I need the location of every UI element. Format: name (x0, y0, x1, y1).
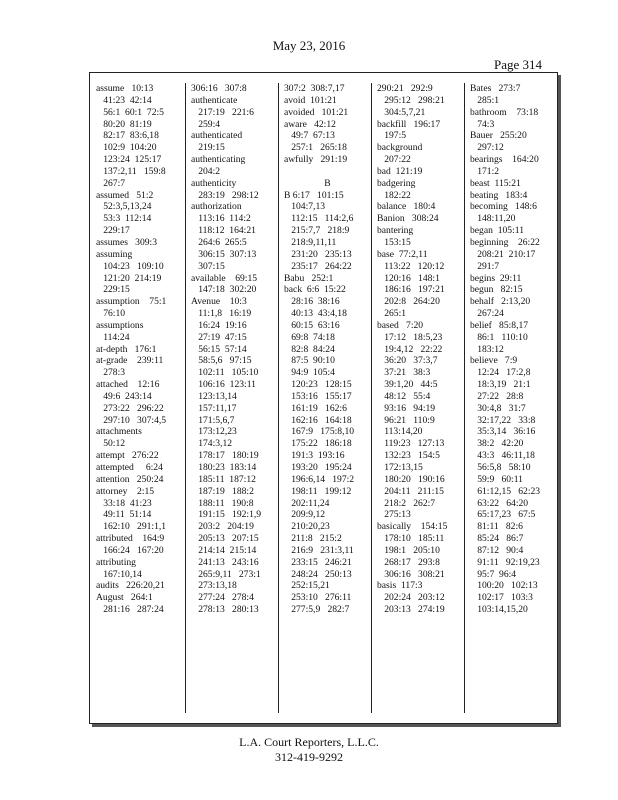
index-entry-line: 198:1 205:10 (377, 544, 440, 556)
index-entry-line: 178:17 180:19 (191, 450, 259, 462)
index-entry-line: 172:13,15 (377, 462, 423, 473)
index-entry-line: begins 29:11 (470, 272, 522, 284)
index-entry-line (284, 166, 371, 178)
index-entry-line: 49:6 243:14 (96, 390, 152, 402)
index-entry-line: 203:13 274:19 (377, 604, 445, 616)
index-entry-line: 290:21 292:9 (377, 83, 433, 94)
index-entry-line: 306:16 308:21 (377, 568, 445, 580)
index-entry-line: 49:7 67:13 (284, 130, 335, 142)
index-entry-line: 103:14,15,20 (470, 604, 528, 616)
index-entry-line: 63:22 64:20 (470, 497, 529, 509)
index-entry-line: assuming (96, 248, 133, 260)
index-entry-line: 16:24 19:16 (191, 319, 247, 331)
index-entry-line: attempt 276:22 (96, 450, 159, 462)
index-entry-line: 19:4,12 22:22 (377, 343, 443, 355)
index-entry-line: avoid 101:21 (284, 94, 337, 106)
index-entry-line: 264:6 265:5 (191, 236, 247, 248)
index-entry-line: 12:24 17:2,8 (470, 367, 531, 379)
index-entry-line: 52:3,5,13,24 (96, 201, 152, 213)
index-entry-line: 175:22 186:18 (284, 438, 352, 450)
index-entry-line: 307:15 (191, 260, 225, 272)
index-entry-line: 281:16 287:24 (96, 604, 164, 616)
index-entry-line: 74:3 (470, 118, 495, 130)
index-entry-line: 33:18 41:23 (96, 497, 152, 509)
index-entry-line: 17:12 18:5,23 (377, 331, 443, 343)
index-entry-line: 28:16 38:16 (284, 296, 340, 308)
index-entry-line: 153:16 155:17 (284, 390, 352, 402)
index-column-3 (278, 83, 371, 713)
index-entry-line: 40:13 43:4,18 (284, 308, 347, 320)
index-entry-line: 60:15 63:16 (284, 319, 340, 331)
index-entry-line: 58:5,6 97:15 (191, 355, 252, 367)
index-entry-line: authenticating (191, 154, 246, 166)
index-entry-line: basis 117:3 (377, 580, 423, 592)
index-entry-line: 265:9,11 273:1 (191, 568, 261, 580)
index-entry-line: assumptions (96, 319, 144, 331)
index-entry-line: 207:22 (377, 154, 411, 166)
index-entry-line: 27:19 47:15 (191, 331, 247, 343)
index-entry-line: 198:11 199:12 (284, 485, 352, 497)
index-entry-line: available 69:15 (191, 272, 258, 284)
index-entry-line: Bates 273:7 (470, 83, 521, 94)
index-entry-line: 267:24 (470, 308, 504, 320)
index-entry-line: 27:22 28:8 (470, 390, 524, 402)
index-entry-line: 56:5,8 58:10 (470, 462, 531, 473)
index-entry-line: 171:2 (470, 165, 500, 177)
index-entry-line: 162:16 164:18 (284, 414, 352, 426)
index-entry-line: 273:13,18 (191, 580, 237, 592)
page-date: May 23, 2016 (272, 38, 346, 53)
index-entry-line: authenticity (191, 177, 237, 189)
index-entry-line: 268:17 293:8 (377, 556, 440, 568)
index-entry-line: 178:10 185:11 (377, 533, 445, 545)
index-entry-line: becoming 148:6 (470, 201, 537, 213)
index-entry-line: 113:14,20 (377, 426, 423, 438)
index-column-5 (464, 83, 557, 713)
index-entry-line: audits 226:20,21 (96, 580, 165, 592)
index-entry-line: 30:4,8 31:7 (470, 402, 526, 414)
index-entry-line: 211:8 215:2 (284, 533, 342, 545)
index-entry-line: 157:11,17 (191, 402, 237, 414)
index-entry-line: 11:1,8 16:19 (191, 308, 252, 320)
index-entry-line: awfully 291:19 (284, 154, 348, 166)
index-entry-line: 191:3 193:16 (284, 450, 345, 462)
index-entry-line: 61:12,15 62:23 (470, 485, 541, 497)
index-entry-line: 306:16 307:8 (191, 83, 247, 94)
index-entry-line: 50:12 (96, 438, 126, 450)
index-entry-line: 56:15 57:14 (191, 343, 247, 355)
index-entry-line: 174:3,12 (191, 438, 233, 450)
index-entry-line: background (377, 142, 423, 154)
index-entry-line: 216:9 231:3,11 (284, 544, 354, 556)
index-entry-line: believe 7:9 (470, 355, 518, 367)
index-entry-line: 85:24 86:7 (470, 533, 524, 545)
index-entry-line: 137:2,11 159:8 (96, 165, 166, 177)
index-entry-line: 96:21 110:9 (377, 414, 435, 426)
index-entry-line: 81:11 82:6 (470, 521, 523, 533)
reporter-name: L.A. Court Reporters, L.L.C. (239, 735, 379, 749)
index-entry-line: 297:12 (470, 142, 504, 154)
index-entry-line: 38:2 42:20 (470, 438, 524, 450)
index-entry-line: 82:8 84:24 (284, 343, 335, 355)
index-entry-line: 171:5,6,7 (191, 414, 235, 426)
index-entry-line: 202:8 264:20 (377, 296, 440, 308)
index-entry-line: beginning 26:22 (470, 236, 540, 248)
index-entry-line: 48:12 55:4 (377, 390, 431, 402)
index-entry-line: 235:17 264:22 (284, 260, 352, 272)
index-entry-line: 167:10,14 (96, 568, 142, 580)
index-entry-line: bantering (377, 225, 414, 237)
index-entry-line: 277:5,9 282:7 (284, 604, 350, 616)
index-entry-line: 217:19 221:6 (191, 106, 254, 118)
index-entry-line: 193:20 195:24 (284, 462, 352, 473)
index-entry-line: 91:11 92:19,23 (470, 556, 540, 568)
index-entry-line: 49:11 51:14 (96, 509, 152, 521)
index-entry-line: 180:23 183:14 (191, 462, 257, 473)
index-entry-line: 203:2 204:19 (191, 521, 254, 533)
index-entry-line: 241:13 243:16 (191, 556, 259, 568)
index-entry-line: 106:16 123:11 (191, 379, 256, 391)
index-entry-line: attention 250:24 (96, 473, 164, 485)
page-number: Page 314 (494, 57, 543, 72)
index-entry-line: Babu 252:1 (284, 272, 334, 284)
index-entry-line: 69:8 74:18 (284, 331, 335, 343)
index-entry-line: 37:21 38:3 (377, 367, 431, 379)
index-entry-line: 41:23 42:14 (96, 94, 152, 106)
index-entry-line: assumption 75:1 (96, 296, 167, 308)
index-entry-line: 229:17 (96, 225, 130, 237)
index-entry-line: 229:15 (96, 284, 130, 296)
index-entry-line: 273:22 296:22 (96, 402, 164, 414)
index-entry-line: begun 82:15 (470, 284, 523, 296)
index-entry-line: 218:2 262:7 (377, 497, 436, 509)
index-entry-line: 275:13 (377, 509, 411, 521)
index-entry-line: 204:2 (191, 165, 221, 177)
index-entry-line: basically 154:15 (377, 521, 448, 533)
index-entry-line: 148:11,20 (470, 213, 516, 225)
index-entry-line: balance 180:4 (377, 201, 436, 213)
index-entry-line: 191:15 192:1,9 (191, 509, 262, 521)
index-entry-line: behalf 2:13,20 (470, 296, 531, 308)
index-entry-line: 304:5,7,21 (377, 106, 426, 118)
index-entry-line: 76:10 (96, 308, 126, 320)
index-entry-line: 167:9 175:8,10 (284, 426, 355, 438)
index-entry-line: 219:15 (191, 142, 225, 154)
index-entry-line: avoided 101:21 (284, 106, 349, 118)
index-entry-line: 59:9 60:11 (470, 473, 523, 485)
index-entry-line: attributing (96, 556, 136, 568)
index-entry-line: 259:4 (191, 118, 221, 130)
index-entry-line: B 6:17 101:15 (284, 189, 344, 201)
index-entry-line: attachments (96, 426, 142, 438)
index-entry-line: attributed 164:9 (96, 533, 165, 545)
index-entry-line: 95:7 96:4 (470, 568, 517, 580)
index-entry-line: 120:23 128:15 (284, 379, 352, 391)
index-entry-line: beating 183:4 (470, 189, 528, 201)
index-entry-line: 93:16 94:19 (377, 402, 436, 414)
index-entry-line: 104:23 109:10 (96, 260, 164, 272)
index-entry-line: 295:12 298:21 (377, 94, 445, 106)
index-entry-line: 120:16 148:1 (377, 272, 440, 284)
index-entry-line: 173:12,23 (191, 426, 237, 438)
index-entry-line: at-depth 176:1 (96, 343, 157, 355)
index-entry-line: 100:20 102:13 (470, 580, 538, 592)
index-entry-line: 253:10 276:11 (284, 592, 352, 604)
index-entry-line: 265:1 (377, 308, 407, 320)
section-letter-heading: B (324, 177, 331, 189)
index-entry-line: 53:3 112:14 (96, 213, 152, 225)
index-entry-line: 218:9,11,11 (284, 236, 337, 248)
index-entry-line: attached 12:16 (96, 379, 160, 391)
index-entry-line: 87:12 90:4 (470, 544, 524, 556)
index-entry-line: bathroom 73:18 (470, 106, 539, 118)
index-entry-line: authorization (191, 201, 242, 213)
index-entry-line: 205:13 207:15 (191, 533, 259, 545)
index-entry-line: 297:10 307:4,5 (96, 414, 167, 426)
index-entry-line: aware 42:12 (284, 118, 336, 130)
index-entry-line: 197:5 (377, 130, 407, 142)
index-entry-line: 119:23 127:13 (377, 438, 445, 450)
index-entry-line: base 77:2,11 (377, 248, 428, 260)
index-column-4 (371, 83, 464, 713)
index-entry-line: 65:17,23 67:5 (470, 509, 536, 521)
index-entry-line: 278:13 280:13 (191, 604, 259, 616)
index-entry-line: 113:22 120:12 (377, 260, 445, 272)
index-entry-line: authenticate (191, 94, 238, 106)
index-entry-line: 80:20 81:19 (96, 118, 152, 130)
index-entry-line: beast 115:21 (470, 177, 521, 189)
index-entry-line: 32:17,22 33:8 (470, 414, 536, 426)
index-entry-line: 102:11 105:10 (191, 367, 259, 379)
index-entry-line: 94:9 105:4 (284, 367, 335, 379)
index-entry-line: 183:12 (470, 343, 504, 355)
index-entry-line: 248:24 250:13 (284, 568, 352, 580)
index-entry-line: began 105:11 (470, 225, 524, 237)
index-entry-line: attorney 2:15 (96, 485, 155, 497)
index-entry-line: based 7:20 (377, 319, 424, 331)
index-entry-line: 166:24 167:20 (96, 544, 164, 556)
index-entry-line: 180:20 190:16 (377, 473, 445, 485)
index-entry-line: authenticated (191, 130, 243, 142)
index-entry-line: bad 121:19 (377, 165, 423, 177)
index-entry-line: 283:19 298:12 (191, 189, 259, 201)
index-entry-line: 231:20 235:13 (284, 248, 352, 260)
index-entry-line: 214:14 215:14 (191, 544, 257, 556)
index-entry-line: 153:15 (377, 236, 411, 248)
index-entry-line: 123:24 125:17 (96, 154, 162, 166)
index-entry-line: 208:21 210:17 (470, 248, 536, 260)
index-entry-line: 123:13,14 (191, 390, 237, 402)
index-entry-line: 43:3 46:11,18 (470, 450, 535, 462)
index-entry-line: 204:11 211:15 (377, 485, 444, 497)
index-entry-line: 233:15 246:21 (284, 556, 352, 568)
index-entry-line: 161:19 162:6 (284, 402, 347, 414)
index-entry-line: 285:1 (470, 94, 500, 106)
index-entry-line: bearings 164:20 (470, 154, 539, 166)
index-entry-line: 132:23 154:5 (377, 450, 440, 462)
index-entry-line: 147:18 302:20 (191, 284, 257, 296)
index-entry-line: 185:11 187:12 (191, 473, 256, 485)
index-entry-line: 104:7,13 (284, 201, 326, 213)
index-entry-line: 36:20 37:3,7 (377, 355, 438, 367)
index-entry-line: 86:1 110:10 (470, 331, 528, 343)
index-entry-line: 114:24 (96, 331, 130, 343)
index-entry-line: 35:3,14 36:16 (470, 426, 536, 438)
index-entry-line: 202:11,24 (284, 497, 330, 509)
index-entry-line: 209:9,12 (284, 509, 326, 521)
index-entry-line: 82:17 83:6,18 (96, 130, 159, 142)
index-entry-line: 306:15 307:13 (191, 248, 257, 260)
index-entry-line: 121:20 214:19 (96, 272, 162, 284)
index-column-2 (185, 83, 278, 713)
index-entry-line: 113:16 114:2 (191, 213, 251, 225)
index-entry-line: 202:24 203:12 (377, 592, 445, 604)
index-entry-line: attempted 6:24 (96, 462, 163, 473)
reporter-phone: 312-419-9292 (275, 750, 343, 764)
index-entry-line: 56:1 60:1 72:5 (96, 106, 164, 118)
index-entry-line: 257:1 265:18 (284, 142, 347, 154)
index-column-1 (96, 83, 188, 713)
index-entry-line: Bauer 255:20 (470, 130, 527, 142)
index-entry-line: 278:3 (96, 367, 126, 379)
index-entry-line: badgering (377, 177, 416, 189)
index-entry-line: 188:11 190:8 (191, 497, 254, 509)
index-entry-line: 291:7 (470, 260, 500, 272)
index-entry-line: 39:1,20 44:5 (377, 379, 438, 391)
index-entry-line: 102:17 103:3 (470, 592, 533, 604)
index-table (89, 72, 558, 724)
index-entry-line: Banion 308:24 (377, 213, 439, 225)
index-entry-line: 186:16 197:21 (377, 284, 445, 296)
index-entry-line: 252:15,21 (284, 580, 330, 592)
index-entry-line: 210:20,23 (284, 521, 330, 533)
index-entry-line: 182:22 (377, 189, 411, 201)
index-entry-line: assumes 309:3 (96, 236, 158, 248)
index-entry-line: 277:24 278:4 (191, 592, 254, 604)
index-entry-line: at-grade 239:11 (96, 355, 164, 367)
index-entry-line: 112:15 114:2,6 (284, 213, 354, 225)
index-entry-line: back 6:6 15:22 (284, 284, 346, 296)
index-entry-line: 215:7,7 218:9 (284, 225, 350, 237)
index-entry-line: 18:3,19 21:1 (470, 379, 531, 391)
index-entry-line: 196:6,14 197:2 (284, 473, 355, 485)
index-entry-line: 187:19 188:2 (191, 485, 254, 497)
index-entry-line: 307:2 308:7,17 (284, 83, 345, 94)
index-entry-line: 162:10 291:1,1 (96, 521, 167, 533)
index-entry-line: belief 85:8,17 (470, 319, 529, 331)
index-entry-line: assumed 51:2 (96, 189, 154, 201)
index-entry-line: backfill 196:17 (377, 118, 441, 130)
index-entry-line: 102:9 104:20 (96, 142, 157, 154)
index-entry-line: 267:7 (96, 177, 126, 189)
index-entry-line: Avenue 10:3 (191, 296, 247, 308)
index-entry-line: assume 10:13 (96, 83, 154, 94)
index-entry-line: 87:5 90:10 (284, 355, 335, 367)
index-entry-line: 118:12 164:21 (191, 225, 256, 237)
index-entry-line: August 264:1 (96, 592, 153, 604)
